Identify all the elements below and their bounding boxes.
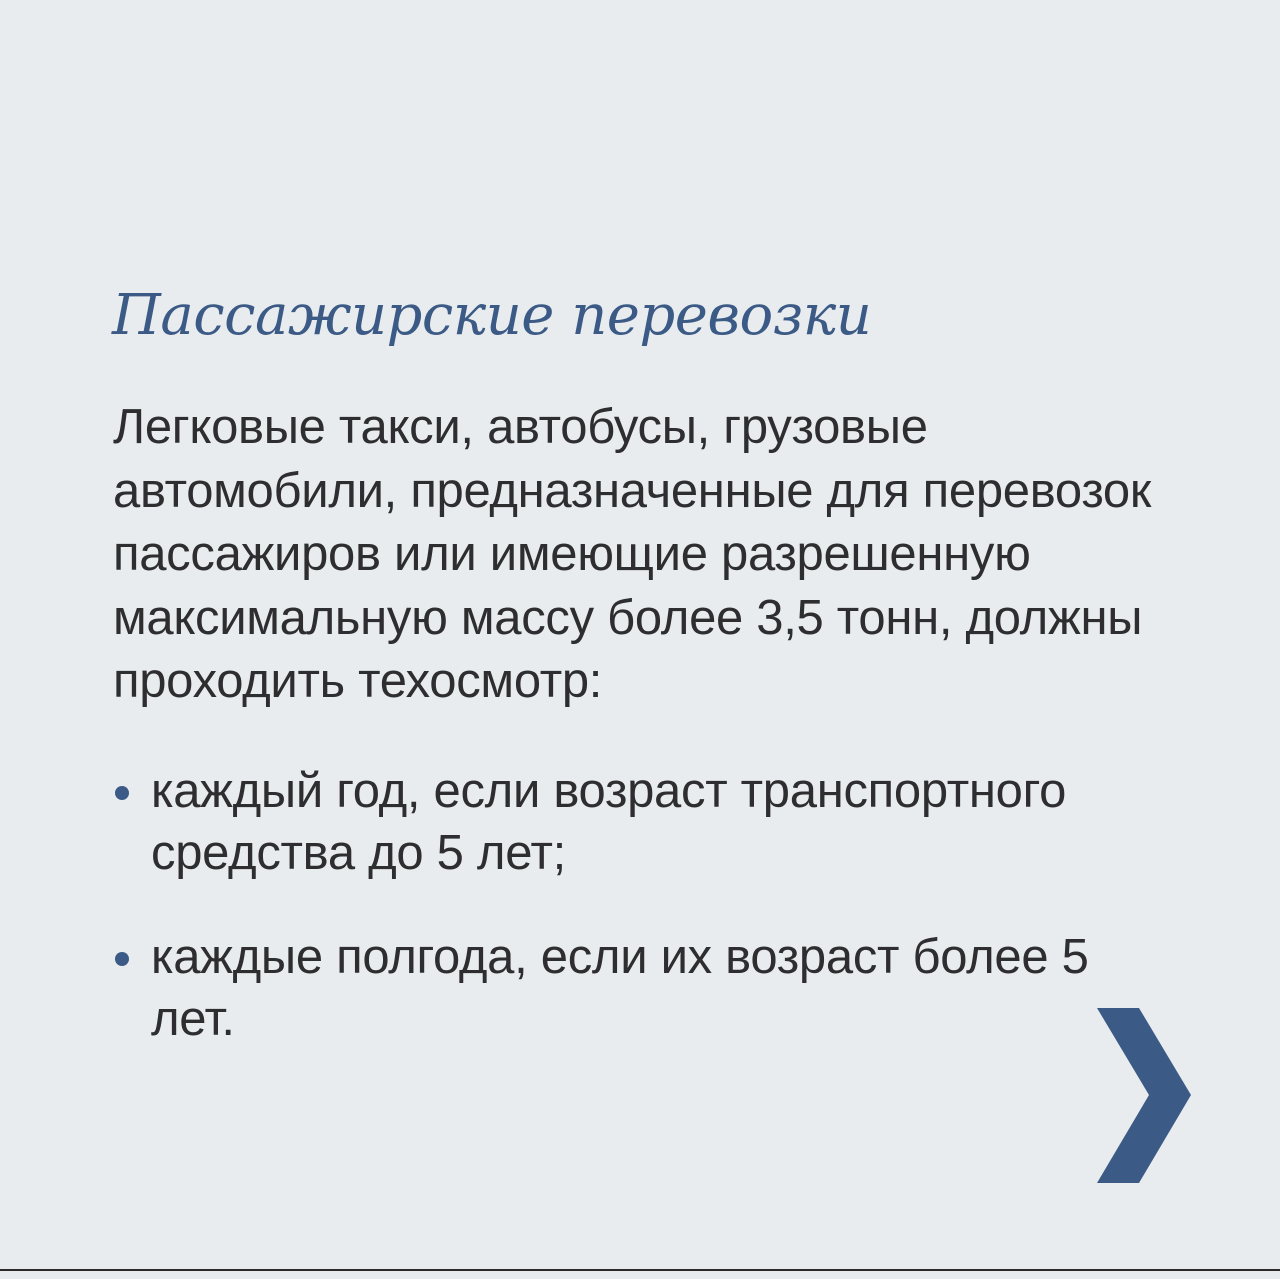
slide-title: Пассажирские перевозки	[112, 283, 872, 348]
list-item	[113, 926, 1113, 1050]
bullet-dot-icon	[115, 786, 129, 800]
bullet-list	[113, 760, 1113, 1092]
slide-body-text: Легковые такси, автобусы, грузовые автомобили, предназначенные для перевозок пассажиров или имеющие разрешенную максимальную массу более 3,5 тонн, должны проходить техосмотр:	[113, 400, 1152, 708]
chevron-right-icon	[1093, 1008, 1191, 1183]
divider	[0, 1269, 1280, 1271]
bullet-text: каждые полгода, если их возраст более 5 лет.	[151, 930, 1089, 1046]
bullet-dot-icon	[115, 952, 129, 966]
bullet-text: каждый год, если возраст транспортного средства до 5 лет;	[151, 764, 1067, 880]
list-item	[113, 760, 1113, 884]
next-slide-button[interactable]	[1093, 1008, 1191, 1183]
